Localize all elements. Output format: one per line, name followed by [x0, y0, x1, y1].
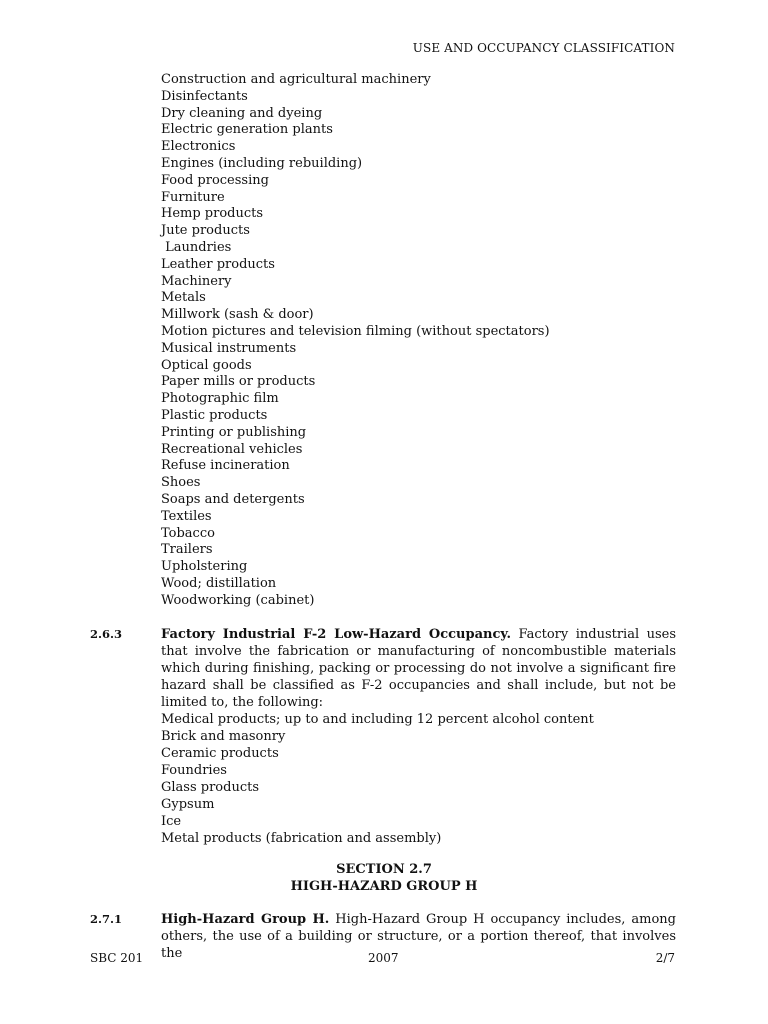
list-item: Furniture [161, 189, 225, 205]
list-item: Dry cleaning and dyeing [161, 105, 323, 121]
list-item: Leather products [161, 256, 275, 272]
section-heading-title: HIGH-HAZARD GROUP H [290, 879, 478, 894]
list-item: Medical products; up to and including 12 percent alcohol content [161, 712, 594, 727]
list-item: Upholstering [161, 559, 248, 575]
list-item: Electric generation plants [161, 122, 333, 138]
list-item: Machinery [161, 273, 232, 289]
list-item: Engines (including rebuilding) [161, 155, 363, 171]
section-number: 2.6.3 [90, 627, 123, 641]
section-2-6-3 [90, 626, 676, 847]
list-item: Refuse incineration [161, 458, 290, 474]
list-item: Shoes [161, 475, 201, 491]
list-item: Metal products (fabrication and assembly) [161, 831, 442, 846]
section-paragraph [161, 911, 676, 962]
list-item: Musical instruments [161, 340, 297, 356]
list-item: Plastic products [161, 407, 268, 423]
list-item: Recreational vehicles [161, 441, 303, 457]
footer-year: 2007 [368, 951, 399, 965]
section-title: Factory Industrial F-2 Low-Hazard Occupancy. [161, 627, 511, 642]
list-item: Photographic film [161, 391, 279, 407]
list-item: Metals [161, 290, 206, 306]
list-item: Wood; distillation [161, 575, 277, 591]
list-item: Gypsum [161, 797, 215, 812]
list-item: Food processing [161, 172, 269, 188]
list-item: Laundries [161, 239, 232, 255]
section-number: 2.7.1 [90, 912, 123, 926]
list-item: Ceramic products [161, 746, 279, 761]
list-item: Construction and agricultural machinery [161, 72, 431, 87]
list-item: Hemp products [161, 206, 264, 222]
section-heading-number: SECTION 2.7 [336, 862, 432, 877]
section-text: Factory industrial uses that involve the fabrication or manufacturing of noncombustible materials which during finishing, packing or processing do not involve a significant fire hazard shall be classified as F-2 occupancies and shall include, but not be limited to, the following: [161, 627, 676, 710]
section-text: High-Hazard Group H occupancy includes, among others, the use of a building or structure, or a portion thereof, that involves the [161, 912, 676, 961]
list-item: Paper mills or products [161, 374, 316, 390]
list-item: Millwork (sash & door) [161, 307, 314, 323]
list-item: Textiles [161, 508, 212, 524]
list-item: Electronics [161, 139, 236, 155]
list-item: Brick and masonry [161, 729, 286, 744]
list-item: Woodworking (cabinet) [161, 592, 315, 608]
list-item: Printing or publishing [161, 424, 307, 440]
section-title: High-Hazard Group H. [161, 912, 330, 927]
section-paragraph [161, 626, 676, 711]
footer-code: SBC 201 [90, 951, 144, 965]
list-item: Disinfectants [161, 88, 248, 104]
list-item: Trailers [161, 542, 213, 558]
f2-occupancy-list [161, 711, 676, 847]
footer-page-number: 2/7 [655, 951, 675, 965]
list-item: Soaps and detergents [161, 491, 305, 507]
list-item: Ice [161, 814, 182, 829]
f1-occupancy-list [161, 72, 550, 610]
list-item: Motion pictures and television filming (without spectators) [161, 323, 550, 339]
list-item: Foundries [161, 763, 227, 778]
list-item: Optical goods [161, 357, 252, 373]
list-item: Tobacco [161, 525, 215, 541]
running-header: USE AND OCCUPANCY CLASSIFICATION [412, 41, 675, 55]
list-item: Jute products [161, 223, 250, 239]
list-item: Glass products [161, 780, 260, 795]
